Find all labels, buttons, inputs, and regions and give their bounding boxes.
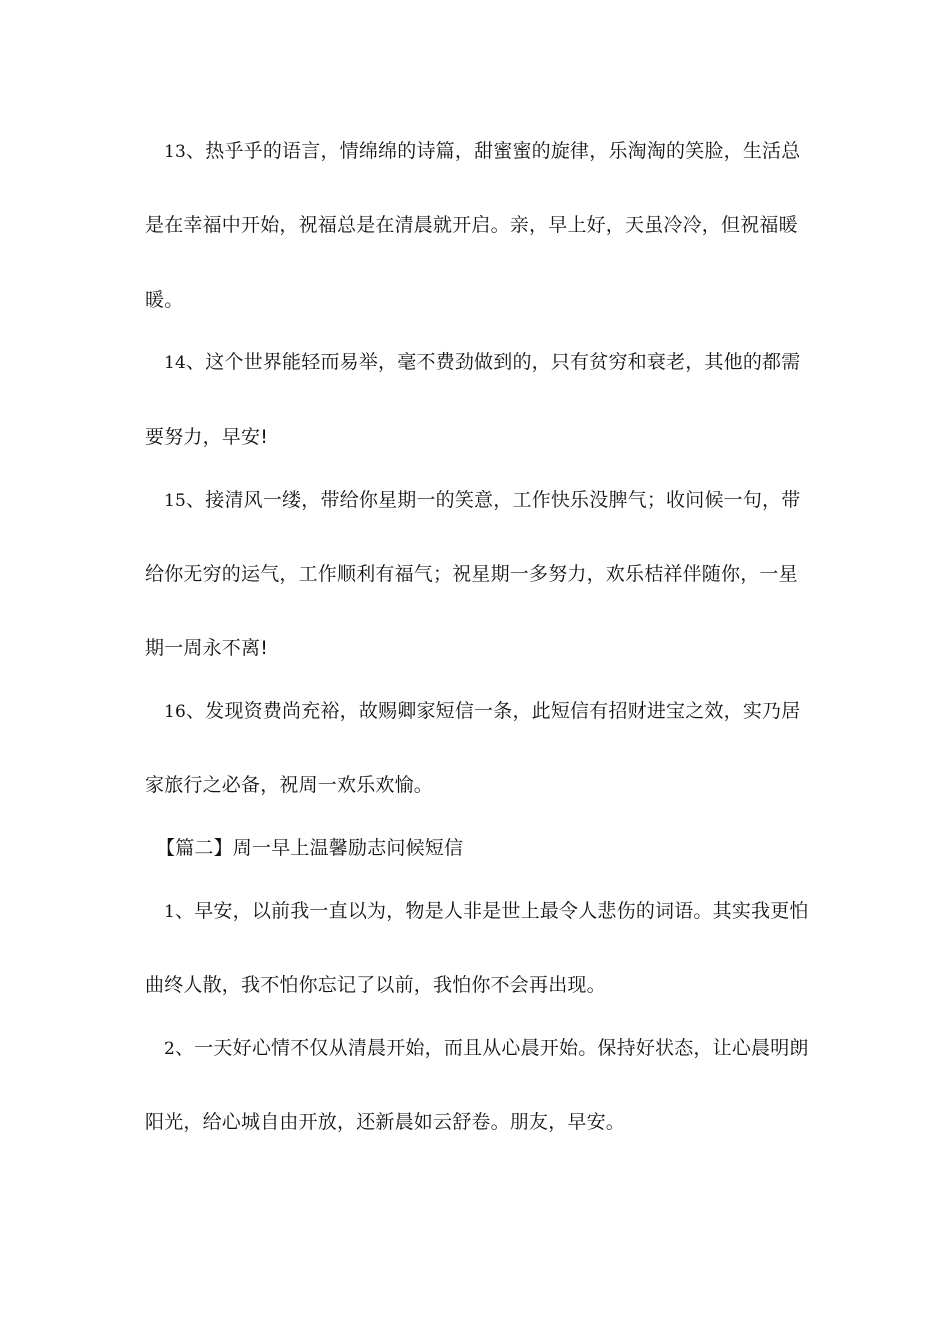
section-heading: 【篇二】周一早上温馨励志问候短信: [156, 837, 464, 859]
paragraph-text: 、热乎乎的语言，情绵绵的诗篇，甜蜜蜜的旋律，乐淘淘的笑脸，生活总: [186, 140, 801, 162]
paragraph-13-line-3: 暖。: [145, 289, 184, 311]
paragraph-number: 13: [164, 142, 187, 162]
paragraph-text: 、一天好心情不仅从清晨开始，而且从心晨开始。保持好状态，让心晨明朗: [175, 1037, 809, 1059]
paragraph-text: 、接清风一缕，带给你星期一的笑意，工作快乐没脾气；收问候一句，带: [186, 489, 801, 511]
paragraph-15-line-3: 期一周永不离!: [145, 637, 269, 659]
paragraph-15-line-1: [164, 487, 829, 514]
paragraph-text: 、发现资费尚充裕，故赐卿家短信一条，此短信有招财进宝之效，实乃居: [186, 700, 801, 722]
paragraph-number: 16: [164, 702, 187, 722]
paragraph-text: 、这个世界能轻而易举，毫不费劲做到的，只有贫穷和衰老，其他的都需: [186, 351, 801, 373]
paragraph-2-line-1: [164, 1035, 829, 1062]
paragraph-2-line-2: 阳光，给心城自由开放，还新晨如云舒卷。朋友，早安。: [145, 1111, 626, 1133]
paragraph-text: 、早安，以前我一直以为，物是人非是世上最令人悲伤的词语。其实我更怕: [175, 900, 809, 922]
paragraph-number: 14: [164, 353, 187, 373]
paragraph-1-line-1: [164, 898, 829, 925]
paragraph-14-line-2: 要努力，早安!: [145, 426, 269, 448]
paragraph-number: 1: [164, 902, 176, 922]
paragraph-13-line-1: [164, 138, 829, 165]
paragraph-number: 15: [164, 491, 187, 511]
paragraph-1-line-2: 曲终人散，我不怕你忘记了以前，我怕你不会再出现。: [145, 974, 606, 996]
paragraph-16-line-2: 家旅行之必备，祝周一欢乐欢愉。: [145, 774, 434, 796]
paragraph-number: 2: [164, 1039, 176, 1059]
paragraph-14-line-1: [164, 349, 829, 376]
paragraph-13-line-2: 是在幸福中开始，祝福总是在清晨就开启。亲，早上好，天虽冷冷，但祝福暖: [145, 214, 798, 236]
paragraph-15-line-2: 给你无穷的运气，工作顺利有福气；祝星期一多努力，欢乐桔祥伴随你，一星: [145, 563, 798, 585]
paragraph-16-line-1: [164, 698, 829, 725]
